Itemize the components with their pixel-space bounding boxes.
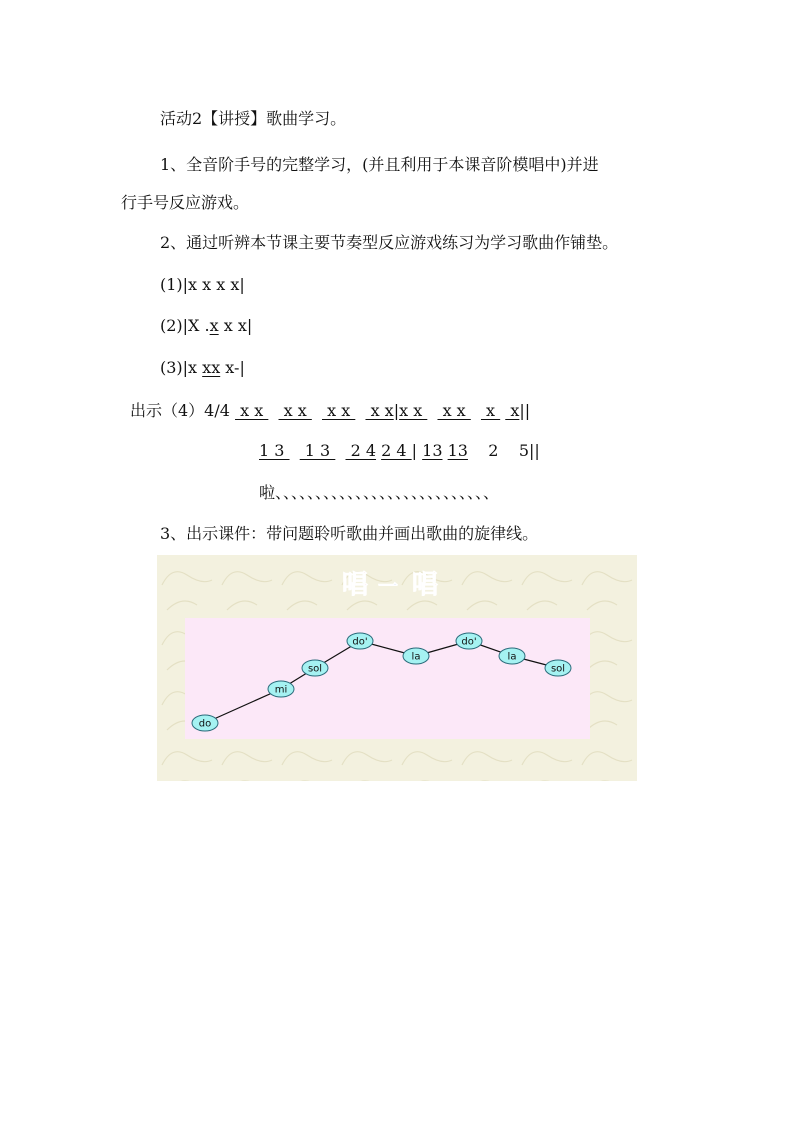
rhythm-4-segment: x x (322, 401, 356, 420)
solfa-numbers-segment: 13 (422, 441, 443, 460)
item3: 3、出示课件：带问题聆听歌曲并画出歌曲的旋律线。 (160, 524, 539, 543)
melody-node (268, 681, 294, 697)
rhythm-4-segment (427, 401, 437, 420)
solfa-numbers-segment: 2 4 (345, 441, 377, 460)
melody-panel (185, 618, 590, 739)
rhythm-4-prefix: 出示（4）4/4 (130, 401, 236, 420)
melody-node (302, 660, 328, 676)
melody-node (545, 660, 571, 676)
rhythm-4-segment: x (505, 401, 520, 420)
solfa-numbers-segment: | (411, 441, 423, 460)
melody-node-label: do' (352, 636, 368, 648)
rhythm-4-segment (312, 401, 322, 420)
rhythm-3 (160, 358, 245, 378)
rhythm-4-segment (355, 401, 365, 420)
solfa-numbers-segment: 1 3 (299, 441, 336, 460)
melody-node (456, 633, 482, 649)
melody-node-label: sol (550, 663, 566, 675)
rhythm-4-segment: || (519, 401, 531, 420)
melody-node-label: do (198, 718, 212, 730)
melody-node (347, 633, 373, 649)
rhythm-4-segment: x x (365, 401, 394, 420)
solfa-numbers-segment: 13 (447, 441, 468, 460)
rhythm-1: (1)|x x x x| (160, 275, 245, 294)
solfa-numbers-line (259, 441, 540, 461)
rhythm-4-segment (471, 401, 481, 420)
figure-title-char: 一 (378, 574, 398, 598)
rhythm-4-segment: x x (278, 401, 312, 420)
solfa-numbers-segment: 2 5|| (467, 441, 540, 460)
rhythm-4-segment: x x (437, 401, 471, 420)
rhythm-2-prefix: (2)|X . (160, 316, 210, 335)
melody-node (192, 715, 218, 731)
item1-line1: 1、全音阶手号的完整学习，(并且利用于本课音阶模唱中)并进 (160, 155, 599, 174)
melody-node-label: mi (274, 684, 288, 696)
solfa-numbers-segment: 2 4 (381, 441, 412, 460)
figure-title-char: 唱 (411, 570, 439, 600)
rhythm-4-segment: x (480, 401, 501, 420)
rhythm-4-segment: | (393, 401, 400, 420)
rhythm-4-line (130, 401, 530, 421)
la-line: 啦、、、、、、、、、、、、、、、、、、、、、、、、、、、 (259, 483, 500, 502)
melody-line-svg (157, 555, 637, 781)
item1-line2: 行手号反应游戏。 (121, 193, 250, 212)
solfa-numbers-segment: 1 3 (259, 441, 290, 460)
item2: 2、通过听辨本节课主要节奏型反应游戏练习为学习歌曲作铺垫。 (160, 233, 619, 252)
rhythm-4-segment (268, 401, 278, 420)
melody-line-figure (157, 555, 637, 781)
rhythm-2-underlined: x (209, 316, 219, 335)
melody-node-label: sol (307, 663, 323, 675)
rhythm-3-underlined: xx (202, 358, 221, 377)
solfa-numbers-segment (335, 441, 345, 460)
rhythm-2 (160, 316, 252, 336)
figure-title (342, 570, 438, 600)
rhythm-3-suffix: x-| (220, 358, 245, 377)
activity-heading: 活动2【讲授】歌曲学习。 (160, 109, 347, 128)
rhythm-3-prefix: (3)|x (160, 358, 203, 377)
rhythm-4-segment: x x (399, 401, 428, 420)
melody-node-label: la (411, 651, 421, 663)
figure-title-char: 唱 (341, 570, 369, 600)
rhythm-4-segment: x x (235, 401, 269, 420)
melody-node (499, 648, 525, 664)
melody-node (403, 648, 429, 664)
melody-node-label: la (507, 651, 517, 663)
solfa-numbers-segment (290, 441, 300, 460)
rhythm-2-suffix: x x| (218, 316, 253, 335)
melody-node-label: do' (461, 636, 477, 648)
